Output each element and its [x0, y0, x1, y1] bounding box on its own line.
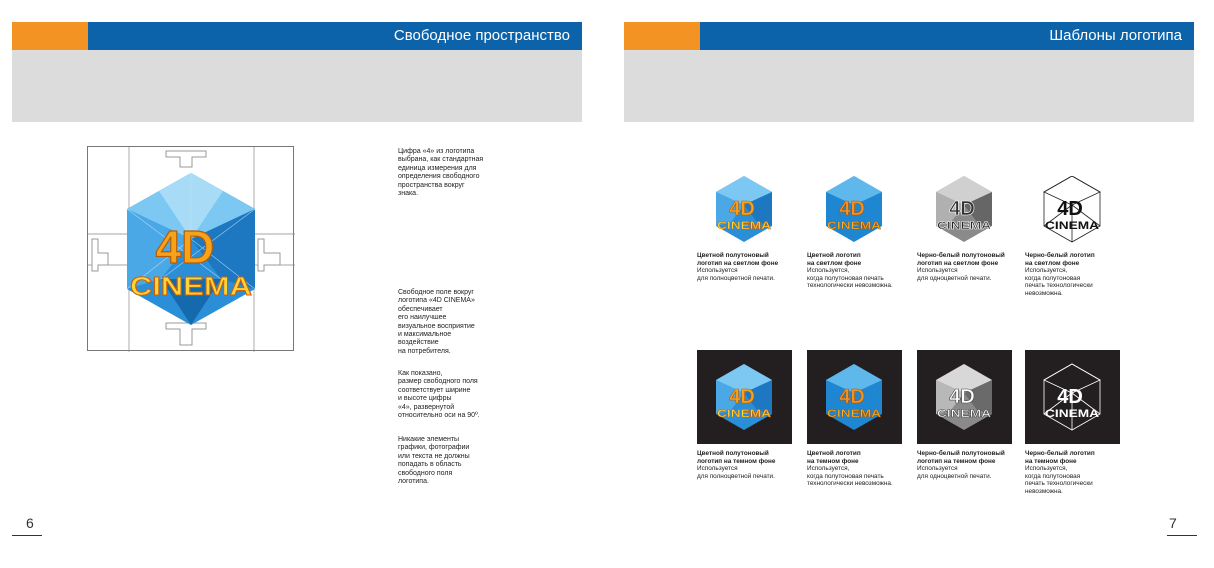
template-color-light	[807, 176, 902, 290]
header-blue-bar	[88, 22, 582, 50]
svg-text:CINEMA: CINEMA	[937, 408, 992, 420]
logo-preview	[1025, 350, 1120, 444]
template-caption: Черно-белый полутоновый логотип на светлом фоне Используется для одноцветной печати.	[917, 252, 1005, 282]
svg-text:4D: 4D	[839, 198, 865, 220]
page-header	[12, 22, 582, 50]
paragraph-digit-unit: Цифра «4» из логотипа выбрана, как стандартная единица измерения для определения свободного пространства вокруг знака.	[398, 148, 484, 198]
header-orange-block	[624, 22, 700, 50]
svg-text:CINEMA: CINEMA	[1045, 408, 1100, 420]
header-orange-block	[12, 22, 88, 50]
page-number-rule	[12, 535, 42, 536]
logo-preview	[697, 176, 792, 246]
template-bw-halftone-light	[917, 176, 1012, 282]
logo-preview	[807, 176, 902, 246]
logo-4d-text: 4D	[155, 221, 215, 273]
template-caption: Цветной полутоновый логотип на темном фоне Используется для полноцветной печати.	[697, 450, 776, 480]
template-caption: Цветной логотип на темном фоне Используется, когда полутоновая печать технологически невозможна.	[807, 450, 893, 488]
main-logo	[127, 173, 255, 325]
logo-preview	[807, 350, 902, 444]
page-header	[624, 22, 1194, 50]
svg-text:CINEMA: CINEMA	[937, 220, 992, 232]
header-blue-bar	[700, 22, 1194, 50]
svg-text:4D: 4D	[1057, 386, 1083, 408]
clear-space-diagram	[87, 146, 294, 351]
page-number: 7	[1169, 515, 1177, 531]
template-bw-halftone-dark	[917, 350, 1012, 480]
paragraph-size: Как показано, размер свободного поля соответствует ширине и высоте цифры «4», развернутой относительно оси на 90º.	[398, 370, 480, 420]
paragraph-restrictions: Никакие элементы графики, фотографии или текста не должны попадать в область свободного поля логотипа.	[398, 436, 470, 486]
svg-text:4D: 4D	[839, 386, 865, 408]
header-gray-band	[12, 50, 582, 122]
template-caption: Черно-белый логотип на светлом фоне Используется, когда полутоновая печать технологически невозможна.	[1025, 252, 1095, 297]
template-caption: Цветной полутоновый логотип на светлом фоне Используется для полноцветной печати.	[697, 252, 779, 282]
svg-text:4D: 4D	[949, 198, 975, 220]
template-caption: Черно-белый полутоновый логотип на темном фоне Используется для одноцветной печати.	[917, 450, 1005, 480]
template-bw-dark	[1025, 350, 1120, 496]
page-number-rule	[1167, 535, 1197, 536]
template-bw-light	[1025, 176, 1120, 298]
template-color-dark	[807, 350, 902, 488]
clear-space-figure	[88, 147, 295, 352]
svg-text:CINEMA: CINEMA	[717, 220, 772, 232]
page-title: Шаблоны логотипа	[1049, 27, 1182, 44]
logo-preview	[917, 350, 1012, 444]
svg-text:CINEMA: CINEMA	[827, 408, 882, 420]
template-color-halftone-light	[697, 176, 792, 282]
right-page	[607, 0, 1214, 568]
logo-preview	[1025, 176, 1120, 246]
paragraph-clear-field: Свободное поле вокруг логотипа «4D CINEMA» обеспечивает его наилучшее визуальное восприятие и максимальное воздействие на потребителя.	[398, 289, 475, 355]
svg-text:CINEMA: CINEMA	[717, 408, 772, 420]
svg-text:CINEMA: CINEMA	[1045, 220, 1100, 232]
logo-preview	[917, 176, 1012, 246]
page-title: Свободное пространство	[393, 27, 570, 44]
template-color-halftone-dark	[697, 350, 792, 480]
svg-text:CINEMA: CINEMA	[827, 220, 882, 232]
template-caption: Черно-белый логотип на темном фоне Используется, когда полутоновая печать технологически невозможна.	[1025, 450, 1095, 495]
svg-text:4D: 4D	[949, 386, 975, 408]
logo-preview	[697, 350, 792, 444]
template-caption: Цветной логотип на светлом фоне Используется, когда полутоновая печать технологически невозможна.	[807, 252, 893, 290]
header-gray-band	[624, 50, 1194, 122]
page-number: 6	[26, 515, 34, 531]
logo-cinema-text: CINEMA	[130, 271, 253, 301]
svg-text:4D: 4D	[729, 386, 755, 408]
svg-text:4D: 4D	[729, 198, 755, 220]
svg-text:4D: 4D	[1057, 198, 1083, 220]
